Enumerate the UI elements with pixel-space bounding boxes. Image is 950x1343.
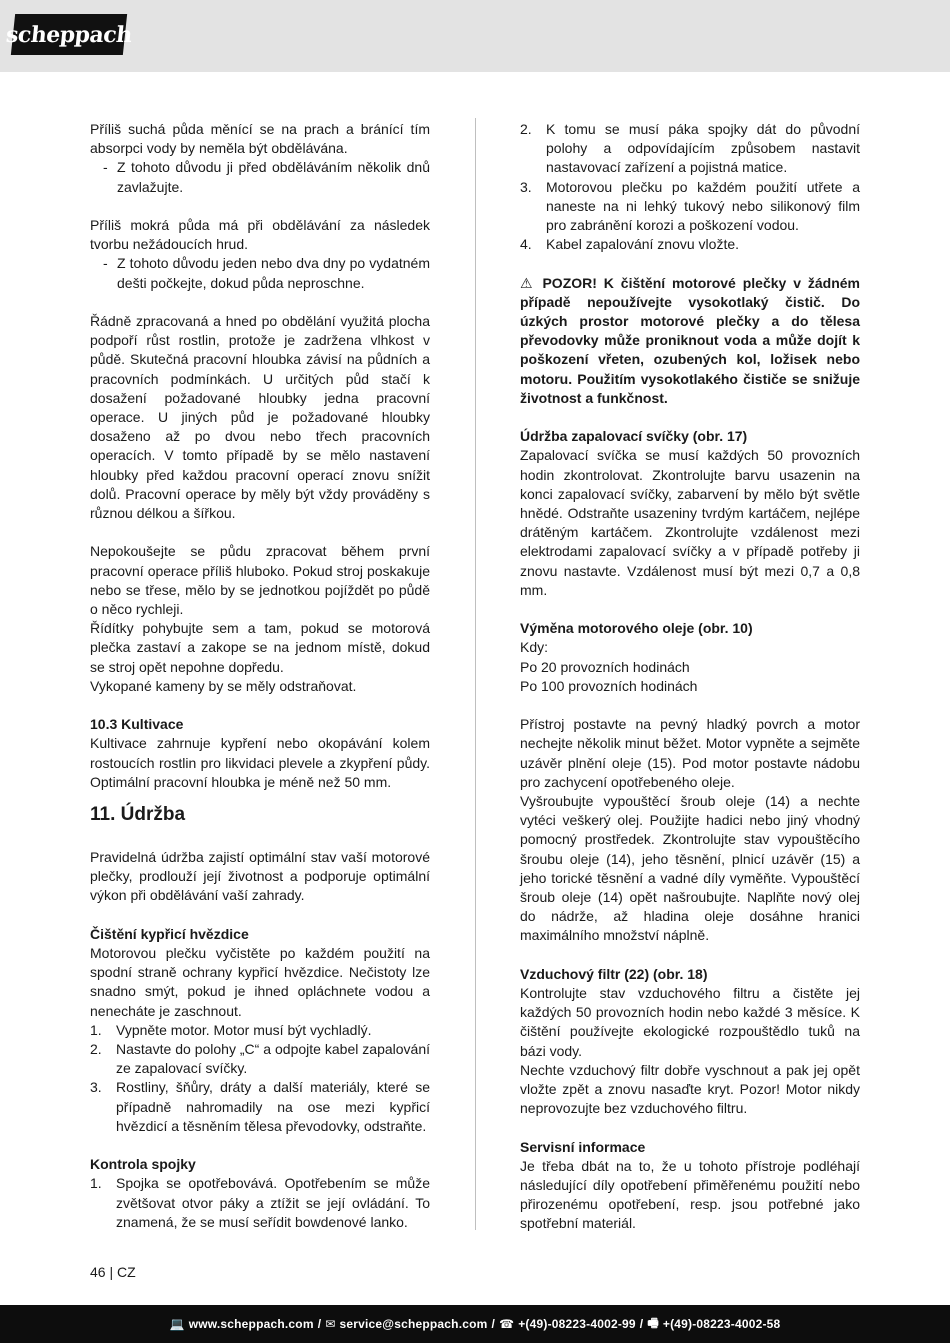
computer-icon: 💻 <box>169 1317 185 1331</box>
fax-icon: 🖷 <box>647 1315 659 1330</box>
paragraph: Je třeba dbát na to, že u tohoto přístroje podléhají následující díly opotřebení přiměřenému použití nebo přirozenému opotřebení, resp. jsou potřebné jako spotřební materiál. <box>520 1157 860 1232</box>
warning-icon: ⚠ <box>520 274 536 291</box>
mail-icon: ✉ <box>325 1317 336 1331</box>
email-link[interactable]: service@scheppach.com <box>339 1317 488 1331</box>
paragraph: Po 20 provozních hodinách <box>520 658 690 675</box>
paragraph: Vyšroubujte vypouštěcí šroub oleje (14) a nechte vytéci veškerý olej. Použijte hadici nebo jiný vhodný pomocný prostředek. Zkontrolujte stav vypouštěcího šroubu oleje (14), jeho těsnění, plnicí uzávěr (15) a jeho torické těsnění a vadné díly vyměňte. Vypouštěcí šroub oleje (14) opět našroubujte. Naplňte nový olej do nádrže, až hladina oleje dosáhne hranici maximálního množství náplně. <box>520 793 860 944</box>
phone-number: +(49)-08223-4002-99 <box>518 1317 636 1331</box>
page-number: 46 | CZ <box>90 1264 136 1280</box>
paragraph: Pravidelná údržba zajistí optimální stav vaší motorové plečky, prodlouží její životnost a podporuje optimální výkon při obdělávání vaší zahrady. <box>90 849 430 904</box>
subheading-servis: Servisní informace <box>520 1138 646 1155</box>
phone-icon: ☎ <box>499 1317 515 1331</box>
web-link[interactable]: www.scheppach.com <box>188 1317 314 1331</box>
numbered-item: 2. K tomu se musí páka spojky dát do původní polohy a odpovídajícím způsobem nastavit nastavovací zařízení a pojistná matice. <box>520 121 860 176</box>
paragraph: Vykopané kameny by se měly odstraňovat. <box>90 677 357 694</box>
dash-item: - Z tohoto důvodu jeden nebo dva dny po vydatném dešti počkejte, dokud půda neproschne. <box>103 255 430 291</box>
warning-notice: ⚠ POZOR! K čištění motorové plečky v žádném případě nepoužívejte vysokotlaký čistič. Do úzkých prostor motorové plečky a do tělesa převodovky může proniknout voda a může dojít k poškození vřeten, ozubených kol, ložisek nebo motoru. Použitím vysokotlakého čističe se snižuje životnost a funkčnost. <box>520 274 861 406</box>
paragraph: Příliš mokrá půda má při obdělávání za následek tvorbu nežádoucích hrud. <box>90 217 430 253</box>
numbered-item: 3. Rostliny, šňůry, dráty a další materiály, které se případně nahromadily na ose mezi kypřicí hvězdicí a těsněním tělesa převodovky, odstraňte. <box>90 1079 430 1134</box>
paragraph: Po 100 provozních hodinách <box>520 677 698 694</box>
section-title: 11. Údržba <box>90 804 186 826</box>
numbered-item: 4. Kabel zapalování znovu vložte. <box>520 236 740 253</box>
subheading-svicka: Údržba zapalovací svíčky (obr. 17) <box>520 428 748 445</box>
paragraph: Přístroj postavte na pevný hladký povrch a motor nechejte několik minut běžet. Motor vypněte a sejměte uzávěr plnění oleje (15). Pod motor postavte nádobu pro zachycení opotřebeného oleje. <box>520 716 860 790</box>
paragraph: Řádně zpracovaná a hned po obdělání využitá plocha podpoří růst rostlin, protože je zadržena vlhkost v půdě. Skutečná pracovní hloubka závisí na půdních a pracovních podmínkách. U určitých půd stačí k dosažení požadované hloubky jedna pracovní operace. U jiných půd je požadované hloubky dosaženo až po dvou nebo třech pracovních operacích. V tomto případě by se mělo nastavení hloubky před každou pracovní operací znovu snížit dolů. Pracovní operace by měly být vždy prováděny s různou délkou a šířkou. <box>90 313 430 522</box>
paragraph: Kultivace zahrnuje kypření nebo okopávání kolem rostoucích rostlin pro likvidaci plevele a zkypření půdy. Optimální pracovní hloubka je méně než 50 mm. <box>90 735 430 790</box>
dash-item: - Z tohoto důvodu ji před obděláváním několik dnů zavlažujte. <box>103 159 430 195</box>
subheading-kultivace: 10.3 Kultivace <box>90 716 184 733</box>
numbered-item: 2. Nastavte do polohy „C“ a odpojte kabel zapalování ze zapalovací svíčky. <box>90 1041 430 1077</box>
fax-number: +(49)-08223-4002-58 <box>662 1317 781 1331</box>
subheading-spojka: Kontrola spojky <box>90 1156 196 1173</box>
contact-bar: 💻 www.scheppach.com / ✉ service@scheppach.com / ☎ +(49)-08223-4002-99 / 🖷 +(49)-08223-4002-58 <box>0 1305 950 1343</box>
paragraph: Kdy: <box>520 639 549 656</box>
column-divider <box>475 118 476 1230</box>
right-column <box>520 120 860 1234</box>
paragraph: Nepokoušejte se půdu zpracovat během první pracovní operace příliš hluboko. Pokud stroj poskakuje nebo se třese, mělo by se jednotkou pojíždět po půdě o něco rychleji. <box>90 543 430 618</box>
paragraph: Zapalovací svíčka se musí každých 50 provozních hodin zkontrolovat. Zkontrolujte barvu usazenin na konci zapalovací svíčky, zabarvení by mělo být světle hnědé. Odstraňte usazeniny tvrdým kartáčem, nejlépe drátěným kartáčem. Zkontrolujte vzdálenost mezi elektrodami zapalovací svíčky a v případě potřeby ji znovu nastavte. Vzdálenost musí být mezi 0,7 a 0,8 mm. <box>520 447 860 598</box>
subheading-cisteni: Čištění kypřicí hvězdice <box>90 925 249 942</box>
paragraph: Příliš suchá půda měnící se na prach a bránící tím absorpci vody by neměla být obdělávána. <box>90 121 430 157</box>
paragraph: Kontrolujte stav vzduchového filtru a čistěte jej každých 50 provozních hodin nebo každé 3 měsíce. K čištění používejte ekologické rozpouštědlo tuků na bázi vody. <box>520 985 860 1059</box>
subheading-filtr: Vzduchový filtr (22) (obr. 18) <box>520 965 708 982</box>
subheading-olej: Výměna motorového oleje (obr. 10) <box>520 620 753 637</box>
numbered-item: 3. Motorovou plečku po každém použití utřete a naneste na ni lehký tukový nebo silikonový film pro zabránění korozi a poškození vodou. <box>520 178 860 234</box>
paragraph: Nechte vzduchový filtr dobře vyschnout a pak jej opět vložte zpět a znovu nasaďte kryt. Pozor! Motor nikdy neprovozujte bez vzduchového filtru. <box>520 1061 860 1117</box>
paragraph: Řídítky pohybujte sem a tam, pokud se motorová plečka zastaví a zakope se na jednom místě, dokud se stroj opět nepohne dopředu. <box>90 620 430 675</box>
paragraph: Motorovou plečku vyčistěte po každém použití na spodní straně ochrany kypřicí hvězdice. Nečistoty lze snadno smýt, pokud je ihned opláchnete vodou a nenecháte je zaschnout. <box>90 945 430 1019</box>
numbered-item: 1. Vypněte motor. Motor musí být vychladlý. <box>90 1021 372 1038</box>
left-column <box>90 120 430 1232</box>
numbered-item: 1. Spojka se opotřebovává. Opotřebením se může zvětšovat otvor páky a ztížit se její ovládání. To znamená, že se musí seřídit bowdenové lanko. <box>90 1175 430 1230</box>
page-header <box>0 0 950 72</box>
brand-logo: scheppach <box>11 14 127 55</box>
